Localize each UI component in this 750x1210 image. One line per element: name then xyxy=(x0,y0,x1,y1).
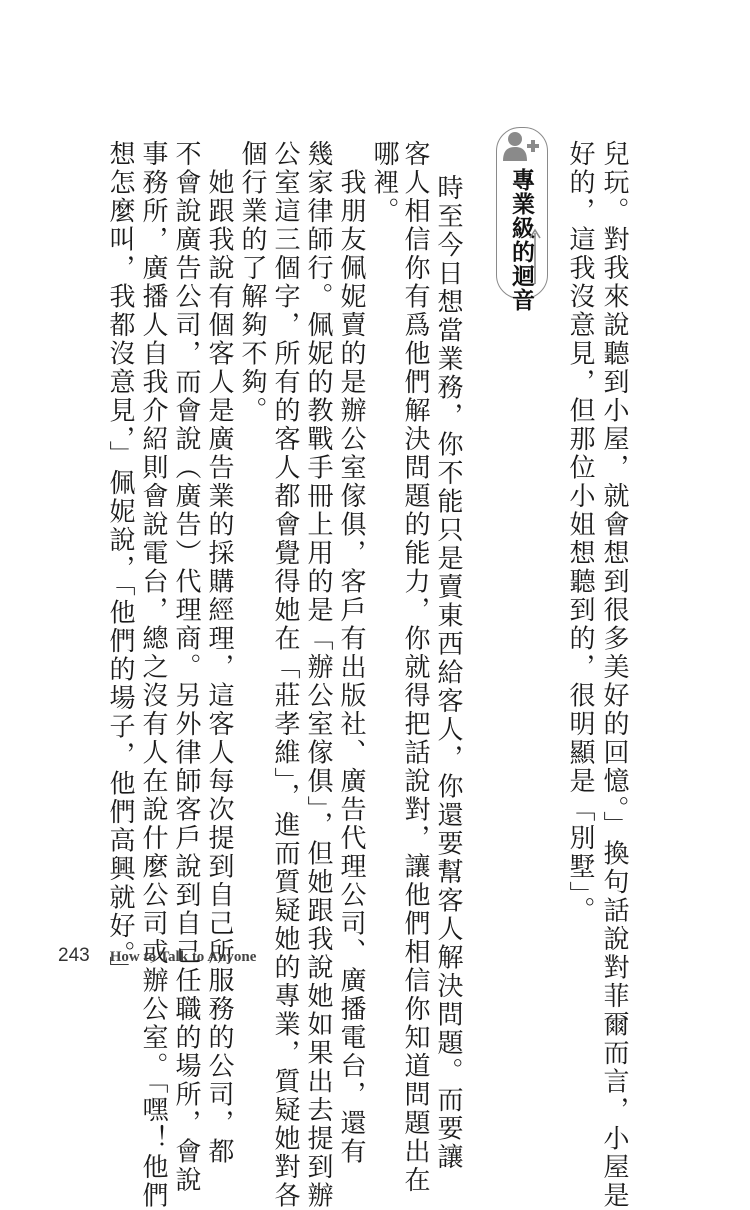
text-column-8: 公室這三個字，所有的客人都會覺得她在「莊孝維」，進而質疑她的專業，質疑她對各 xyxy=(270,140,300,1210)
page-number: 243 xyxy=(58,945,90,966)
text-column-13: 想怎麼叫，我都沒意見，」佩妮說，「他們的場子，他們高興就好。」 xyxy=(105,140,135,985)
text-column-1: 兒玩。對我來說聽到小屋，就會想到很多美好的回憶。」換句話說對菲爾而言，小屋是 xyxy=(599,140,629,1210)
text-column-2: 好的，這我沒意見，但那位小姐想聽到的，很明顯是「別墅」。 xyxy=(565,140,595,925)
running-title: How to Talk to Anyone xyxy=(109,949,257,965)
box-title: 專業級的迴音 xyxy=(508,168,534,312)
text-column-12: 事務所，廣播人自我介紹則會說電台，總之沒有人在說什麼公司或辦公室。「嘿！他們 xyxy=(138,140,168,1210)
text-column-7: 幾家律師行。佩妮的教戰手冊上用的是「辦公室傢俱」，但她跟我說她如果出去提到辦 xyxy=(303,140,333,1210)
page-footer xyxy=(58,945,256,967)
text-column-10: 她跟我說有個客人是廣告業的採購經理，這客人每次提到自己所服務的公司，都 xyxy=(204,140,234,1166)
arrow-up-icon xyxy=(528,228,542,284)
text-column-6: 我朋友佩妮賣的是辦公室傢俱，客戶有出版社、廣告代理公司、廣播電台，還有 xyxy=(336,140,366,1166)
text-column-3: 時至今日想當業務，你不能只是賣東西給客人，你還要幫客人解決問題。而要讓 xyxy=(433,174,463,1172)
user-add-icon xyxy=(502,130,540,164)
text-column-9: 個行業的了解夠不夠。 xyxy=(237,140,267,425)
text-column-11: 不會說廣告公司，而會說（廣告）代理商。另外律師客戶說到自己任職的場所，會說 xyxy=(171,140,201,1195)
text-column-4: 客人相信你有爲他們解決問題的能力，你就得把話說對，讓他們相信你知道問題出在 xyxy=(400,140,430,1195)
text-column-5: 哪裡。 xyxy=(369,140,399,226)
